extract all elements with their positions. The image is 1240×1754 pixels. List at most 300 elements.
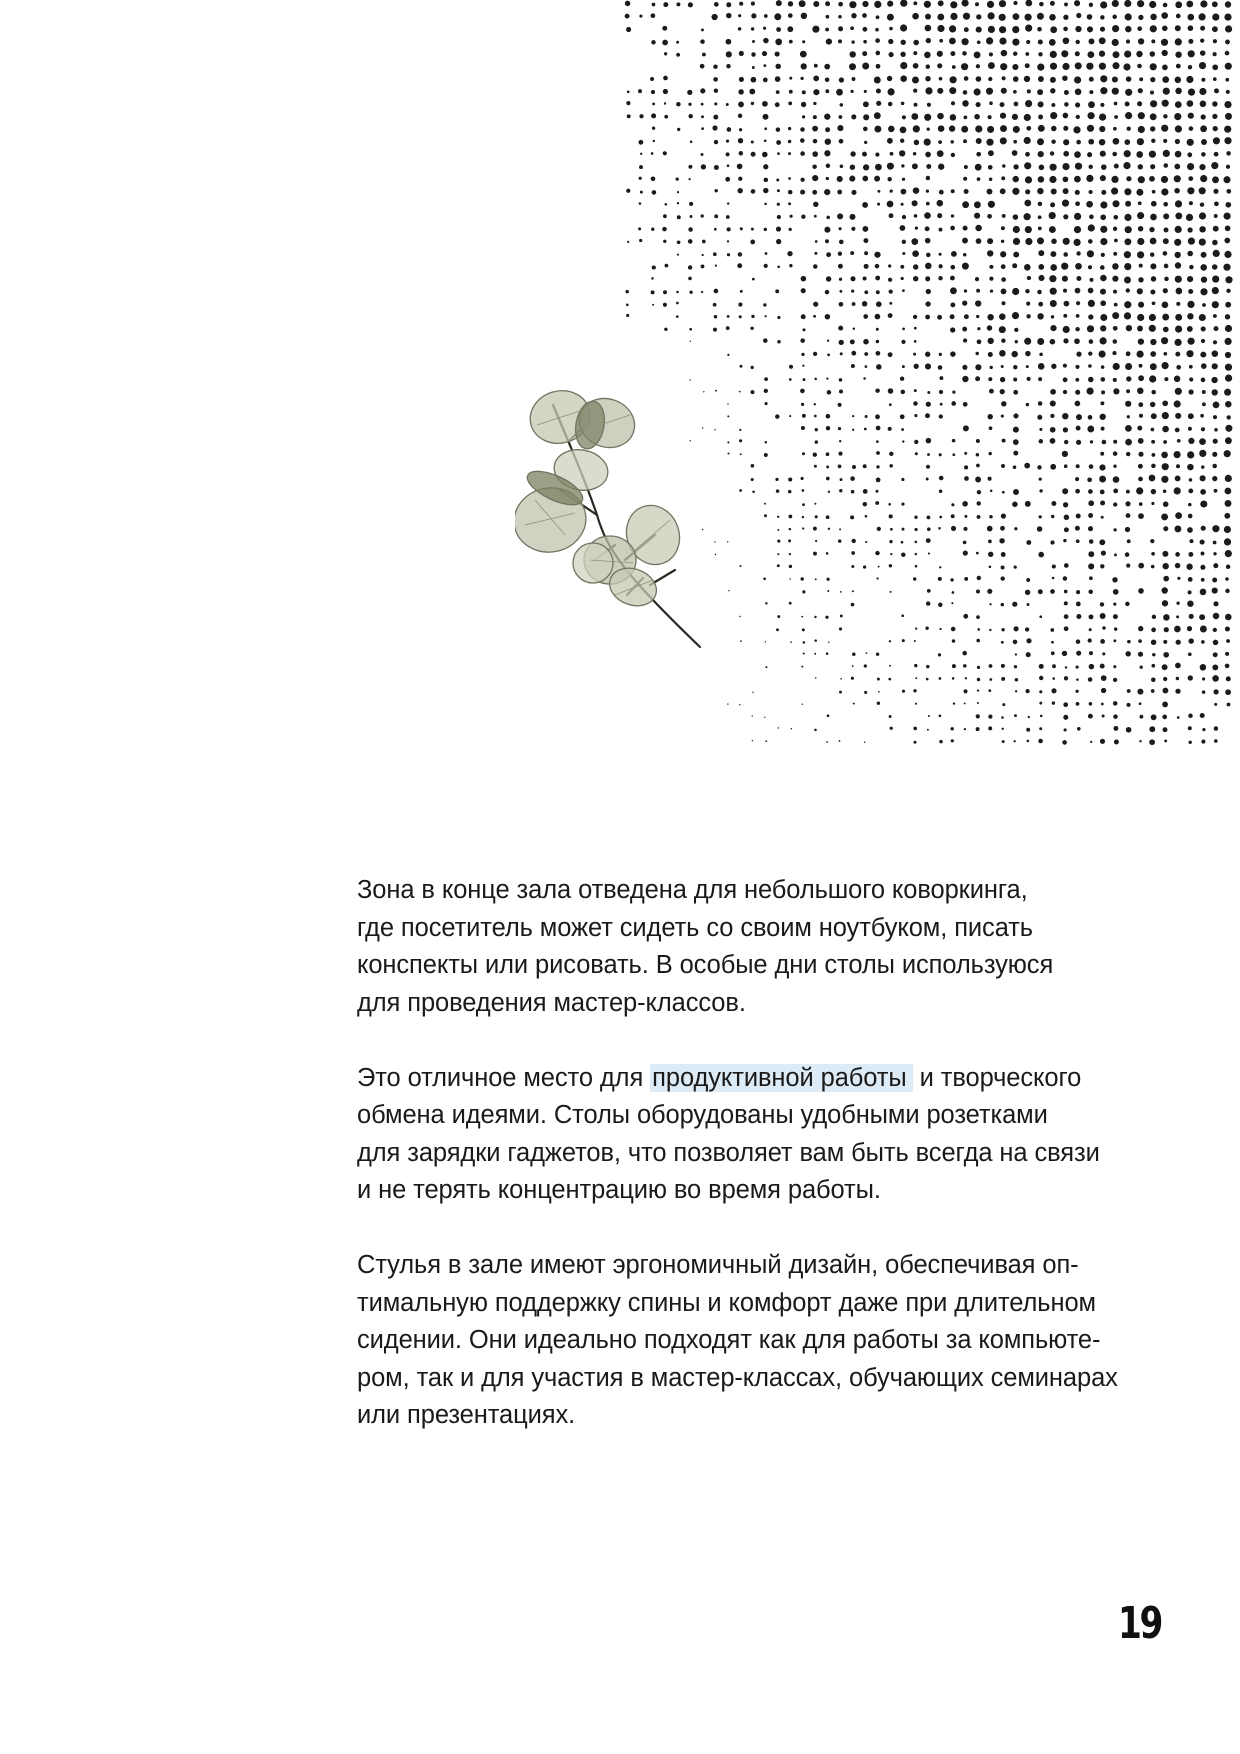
halftone-dot bbox=[640, 191, 643, 194]
halftone-dot bbox=[1088, 51, 1095, 58]
halftone-dot bbox=[1199, 438, 1206, 445]
halftone-dot bbox=[813, 315, 816, 318]
halftone-dot bbox=[727, 403, 728, 404]
halftone-dot bbox=[940, 403, 943, 406]
halftone-dot bbox=[900, 24, 907, 31]
halftone-dot bbox=[1101, 253, 1105, 257]
halftone-dot bbox=[951, 526, 956, 531]
halftone-dot bbox=[988, 689, 991, 692]
halftone-dot bbox=[988, 714, 992, 718]
halftone-dot bbox=[1150, 164, 1155, 169]
halftone-dot bbox=[1076, 639, 1081, 644]
halftone-dot bbox=[1125, 651, 1130, 656]
halftone-dot bbox=[1163, 727, 1168, 732]
halftone-dot bbox=[752, 278, 755, 281]
halftone-dot bbox=[876, 426, 881, 431]
halftone-dot bbox=[1174, 487, 1181, 494]
halftone-dot bbox=[1089, 77, 1094, 82]
halftone-dot bbox=[1223, 264, 1230, 271]
halftone-dot bbox=[737, 263, 742, 268]
halftone-dot bbox=[1200, 414, 1204, 418]
halftone-dot bbox=[1199, 62, 1206, 69]
halftone-dot bbox=[1137, 64, 1142, 69]
halftone-dot bbox=[887, 14, 894, 21]
text-fragment: обмена идеями. Столы оборудованы удобными розетками bbox=[357, 1101, 1048, 1129]
halftone-dot bbox=[1014, 328, 1018, 332]
halftone-dot bbox=[814, 403, 816, 405]
halftone-dot bbox=[901, 428, 904, 431]
halftone-dot bbox=[1174, 400, 1181, 407]
halftone-dot bbox=[826, 741, 828, 743]
halftone-dot bbox=[1075, 477, 1079, 481]
halftone-dot bbox=[802, 414, 806, 418]
halftone-dot bbox=[987, 238, 993, 244]
halftone-dot bbox=[763, 114, 769, 120]
halftone-dot bbox=[1028, 716, 1030, 718]
halftone-dot bbox=[1187, 626, 1192, 631]
halftone-dot bbox=[849, 176, 855, 182]
halftone-dot bbox=[1063, 502, 1068, 507]
halftone-dot bbox=[1100, 639, 1105, 644]
halftone-dot bbox=[1101, 365, 1105, 369]
halftone-dot bbox=[1013, 640, 1018, 645]
halftone-dot bbox=[1188, 25, 1194, 31]
halftone-dot bbox=[1001, 677, 1005, 681]
halftone-dot bbox=[651, 90, 655, 94]
halftone-dot bbox=[1001, 716, 1004, 719]
halftone-dot bbox=[738, 14, 741, 17]
halftone-dot bbox=[862, 202, 868, 208]
halftone-dot bbox=[1113, 614, 1118, 619]
halftone-dot bbox=[977, 702, 979, 704]
text-fragment: Стулья в зале имеют эргономичный дизайн, обеспечивая оп- bbox=[357, 1251, 1079, 1279]
halftone-dot bbox=[887, 177, 891, 181]
halftone-dot bbox=[900, 75, 907, 82]
halftone-dot bbox=[1151, 428, 1155, 432]
halftone-dot bbox=[986, 88, 993, 95]
halftone-dot bbox=[1039, 615, 1042, 618]
halftone-dot bbox=[814, 415, 817, 418]
halftone-dot bbox=[874, 126, 881, 133]
halftone-dot bbox=[976, 76, 982, 82]
halftone-dot bbox=[651, 228, 654, 231]
halftone-dot bbox=[690, 215, 693, 218]
halftone-dot bbox=[999, 350, 1006, 357]
halftone-dot bbox=[727, 240, 729, 242]
halftone-dot bbox=[839, 278, 842, 281]
halftone-dot bbox=[839, 440, 841, 442]
halftone-dot bbox=[1152, 301, 1156, 305]
halftone-dot bbox=[1151, 552, 1155, 556]
halftone-dot bbox=[1100, 87, 1107, 94]
halftone-dot bbox=[1026, 638, 1031, 643]
halftone-dot bbox=[1012, 150, 1018, 156]
halftone-dot bbox=[1025, 238, 1032, 245]
halftone-dot bbox=[738, 114, 742, 118]
halftone-dot bbox=[876, 88, 881, 93]
halftone-dot bbox=[852, 665, 854, 667]
halftone-dot bbox=[1088, 265, 1092, 269]
halftone-dot bbox=[777, 316, 780, 319]
halftone-dot bbox=[1076, 513, 1081, 518]
halftone-dot bbox=[1224, 213, 1231, 220]
halftone-dot bbox=[1201, 740, 1205, 744]
halftone-dot bbox=[1013, 413, 1018, 418]
halftone-dot bbox=[726, 140, 729, 143]
halftone-dot bbox=[964, 452, 967, 455]
halftone-dot bbox=[1187, 227, 1192, 232]
halftone-dot bbox=[851, 351, 856, 356]
halftone-dot bbox=[1089, 90, 1093, 94]
halftone-dot bbox=[650, 77, 654, 81]
halftone-dot bbox=[926, 202, 930, 206]
halftone-dot bbox=[952, 439, 956, 443]
halftone-dot bbox=[1064, 515, 1069, 520]
halftone-dot bbox=[1149, 151, 1156, 158]
halftone-dot bbox=[963, 551, 968, 556]
halftone-dot bbox=[802, 527, 804, 529]
halftone-dot bbox=[1025, 176, 1032, 183]
halftone-dot bbox=[963, 177, 967, 181]
halftone-dot bbox=[889, 302, 892, 305]
halftone-dot bbox=[1013, 214, 1019, 220]
halftone-dot bbox=[1212, 363, 1218, 369]
halftone-dot bbox=[1087, 125, 1094, 132]
halftone-dot bbox=[1151, 464, 1156, 469]
halftone-dot bbox=[900, 225, 906, 231]
halftone-dot bbox=[765, 402, 768, 405]
halftone-dot bbox=[777, 189, 780, 192]
halftone-dot bbox=[1012, 602, 1017, 607]
halftone-dot bbox=[963, 226, 968, 231]
halftone-dot bbox=[862, 176, 868, 182]
halftone-dot bbox=[852, 429, 854, 431]
halftone-dot bbox=[888, 313, 893, 318]
halftone-dot bbox=[924, 139, 931, 146]
halftone-dot bbox=[775, 289, 779, 293]
halftone-dot bbox=[664, 328, 667, 331]
halftone-dot bbox=[902, 639, 905, 642]
halftone-dot bbox=[913, 689, 916, 692]
halftone-dot bbox=[739, 704, 740, 705]
halftone-dot bbox=[815, 540, 817, 542]
halftone-dot bbox=[1025, 52, 1029, 56]
halftone-dot bbox=[1038, 552, 1044, 558]
halftone-dot bbox=[1225, 401, 1232, 408]
halftone-dot bbox=[1026, 540, 1031, 545]
halftone-dot bbox=[1212, 276, 1219, 283]
halftone-dot bbox=[1088, 351, 1092, 355]
halftone-dot bbox=[814, 653, 816, 655]
halftone-dot bbox=[887, 163, 894, 170]
halftone-dot bbox=[789, 565, 792, 568]
halftone-dot bbox=[937, 315, 942, 320]
halftone-dot bbox=[1087, 325, 1094, 332]
halftone-dot bbox=[1213, 401, 1220, 408]
halftone-dot bbox=[651, 113, 656, 118]
halftone-dot bbox=[836, 89, 843, 96]
halftone-dot bbox=[913, 264, 918, 269]
halftone-dot bbox=[939, 740, 943, 744]
halftone-dot bbox=[889, 27, 893, 31]
halftone-dot bbox=[1212, 588, 1218, 594]
halftone-dot bbox=[1151, 139, 1155, 143]
halftone-dot bbox=[1075, 263, 1082, 270]
halftone-dot bbox=[775, 52, 780, 57]
halftone-dot bbox=[677, 215, 681, 219]
halftone-dot bbox=[1161, 188, 1168, 195]
halftone-dot bbox=[740, 227, 743, 230]
halftone-dot bbox=[1026, 578, 1030, 582]
halftone-dot bbox=[1038, 52, 1042, 56]
halftone-dot bbox=[875, 414, 880, 419]
halftone-dot bbox=[937, 113, 944, 120]
halftone-dot bbox=[1199, 614, 1205, 620]
halftone-dot bbox=[1200, 664, 1207, 671]
halftone-dot bbox=[1126, 351, 1131, 356]
halftone-dot bbox=[1201, 526, 1206, 531]
halftone-dot bbox=[727, 541, 728, 542]
halftone-dot bbox=[1076, 702, 1080, 706]
halftone-dot bbox=[1063, 176, 1069, 182]
halftone-dot bbox=[1001, 240, 1004, 243]
halftone-dot bbox=[775, 414, 779, 418]
halftone-dot bbox=[1013, 489, 1019, 495]
halftone-dot bbox=[1201, 152, 1206, 157]
halftone-dot bbox=[1100, 289, 1106, 295]
halftone-dot bbox=[964, 116, 968, 120]
halftone-dot bbox=[1174, 451, 1181, 458]
halftone-dot bbox=[1088, 224, 1095, 231]
halftone-dot bbox=[962, 0, 969, 7]
halftone-dot bbox=[701, 264, 705, 268]
halftone-dot bbox=[1162, 412, 1169, 419]
halftone-dot bbox=[713, 64, 717, 68]
halftone-dot bbox=[824, 227, 830, 233]
halftone-dot bbox=[987, 250, 993, 256]
halftone-dot bbox=[962, 38, 969, 45]
halftone-dot bbox=[925, 76, 930, 81]
halftone-dot bbox=[651, 152, 654, 155]
halftone-dot bbox=[763, 27, 766, 30]
halftone-dot bbox=[1113, 476, 1120, 483]
halftone-dot bbox=[839, 290, 842, 293]
halftone-dot bbox=[1136, 51, 1142, 57]
halftone-dot bbox=[925, 238, 931, 244]
halftone-dot bbox=[1087, 388, 1094, 395]
halftone-dot bbox=[1126, 490, 1130, 494]
halftone-dot bbox=[878, 566, 880, 568]
halftone-dot bbox=[1024, 162, 1031, 169]
halftone-dot bbox=[676, 302, 679, 305]
halftone-dot bbox=[1138, 126, 1145, 133]
halftone-dot bbox=[1027, 89, 1031, 93]
halftone-dot bbox=[1113, 639, 1116, 642]
halftone-dot bbox=[975, 164, 982, 171]
halftone-dot bbox=[1189, 377, 1193, 381]
halftone-dot bbox=[1100, 489, 1105, 494]
halftone-dot bbox=[863, 101, 869, 107]
halftone-dot bbox=[838, 39, 842, 43]
halftone-dot bbox=[889, 403, 892, 406]
halftone-dot bbox=[1224, 101, 1231, 108]
halftone-dot bbox=[1050, 400, 1056, 406]
halftone-dot bbox=[938, 276, 942, 280]
halftone-dot bbox=[913, 1, 917, 5]
halftone-dot bbox=[1138, 176, 1145, 183]
halftone-dot bbox=[1025, 25, 1032, 32]
halftone-dot bbox=[838, 539, 841, 542]
halftone-dot bbox=[1064, 464, 1068, 468]
halftone-dot bbox=[989, 426, 993, 430]
halftone-dot bbox=[1138, 452, 1143, 457]
halftone-dot bbox=[925, 152, 931, 158]
halftone-dot bbox=[1114, 627, 1117, 630]
halftone-dot bbox=[900, 377, 904, 381]
halftone-dot bbox=[639, 177, 642, 180]
halftone-dot bbox=[1088, 677, 1093, 682]
halftone-dot bbox=[1087, 26, 1093, 32]
halftone-dot bbox=[1137, 426, 1142, 431]
halftone-dot bbox=[863, 565, 866, 568]
halftone-dot bbox=[737, 164, 743, 170]
halftone-dot bbox=[1225, 550, 1232, 557]
halftone-dot bbox=[939, 490, 943, 494]
halftone-dot bbox=[926, 678, 929, 681]
halftone-dot bbox=[1063, 377, 1068, 382]
halftone-dot bbox=[1100, 739, 1105, 744]
halftone-dot bbox=[1064, 440, 1068, 444]
halftone-dot bbox=[925, 363, 931, 369]
halftone-dot bbox=[1225, 338, 1232, 345]
halftone-dot bbox=[951, 214, 954, 217]
halftone-dot bbox=[915, 452, 918, 455]
halftone-dot bbox=[1024, 114, 1031, 121]
halftone-dot bbox=[1001, 301, 1005, 305]
halftone-dot bbox=[764, 203, 767, 206]
halftone-dot bbox=[865, 415, 868, 418]
halftone-dot bbox=[802, 365, 804, 367]
halftone-dot bbox=[1151, 664, 1155, 668]
halftone-dot bbox=[775, 39, 782, 46]
halftone-dot bbox=[1000, 526, 1005, 531]
halftone-dot bbox=[889, 213, 894, 218]
halftone-dot bbox=[1176, 288, 1183, 295]
halftone-dot bbox=[838, 2, 843, 7]
halftone-dot bbox=[1188, 427, 1192, 431]
halftone-dot bbox=[1050, 628, 1054, 632]
halftone-dot bbox=[989, 603, 991, 605]
halftone-dot bbox=[1025, 501, 1031, 507]
halftone-dot bbox=[801, 215, 805, 219]
halftone-dot bbox=[912, 200, 918, 206]
halftone-dot bbox=[1037, 138, 1044, 145]
halftone-dot bbox=[1202, 303, 1206, 307]
halftone-dot bbox=[915, 528, 918, 531]
halftone-dot bbox=[1213, 77, 1217, 81]
halftone-dot bbox=[1088, 165, 1092, 169]
halftone-dot bbox=[988, 77, 992, 81]
halftone-dot bbox=[715, 390, 717, 392]
halftone-dot bbox=[1224, 513, 1230, 519]
halftone-dot bbox=[1076, 314, 1080, 318]
halftone-dot bbox=[976, 552, 979, 555]
halftone-dot bbox=[626, 101, 630, 105]
halftone-dot bbox=[928, 553, 930, 555]
halftone-dot bbox=[989, 52, 993, 56]
halftone-dot bbox=[802, 452, 805, 455]
halftone-dot bbox=[850, 164, 855, 169]
halftone-dot bbox=[1213, 552, 1216, 555]
halftone-dot bbox=[914, 340, 917, 343]
halftone-dot bbox=[1075, 201, 1080, 206]
halftone-dot bbox=[1225, 577, 1229, 581]
halftone-dot bbox=[800, 127, 805, 132]
halftone-dot bbox=[1187, 152, 1192, 157]
halftone-dot bbox=[1013, 451, 1018, 456]
halftone-dot bbox=[826, 252, 831, 257]
halftone-dot bbox=[1014, 565, 1017, 568]
halftone-dot bbox=[639, 202, 642, 205]
text-line bbox=[357, 910, 1177, 948]
halftone-dot bbox=[925, 14, 931, 20]
halftone-dot bbox=[1174, 113, 1181, 120]
halftone-dot bbox=[677, 240, 681, 244]
halftone-dot bbox=[1177, 716, 1180, 719]
halftone-dot bbox=[1175, 252, 1181, 258]
halftone-dot bbox=[1138, 402, 1143, 407]
halftone-dot bbox=[951, 627, 956, 632]
halftone-dot bbox=[1113, 363, 1120, 370]
halftone-dot bbox=[1175, 475, 1181, 481]
halftone-dot bbox=[787, 26, 793, 32]
halftone-dot bbox=[827, 390, 832, 395]
halftone-dot bbox=[987, 414, 992, 419]
halftone-dot bbox=[801, 477, 804, 480]
halftone-dot bbox=[1049, 212, 1056, 219]
halftone-dot bbox=[1100, 175, 1106, 181]
halftone-dot bbox=[1075, 365, 1079, 369]
halftone-dot bbox=[964, 728, 966, 730]
text-line bbox=[357, 947, 1177, 985]
halftone-dot bbox=[714, 189, 717, 192]
halftone-dot bbox=[827, 590, 829, 592]
halftone-dot bbox=[1188, 238, 1195, 245]
halftone-dot bbox=[1064, 2, 1068, 6]
halftone-dot bbox=[1152, 615, 1156, 619]
halftone-dot bbox=[901, 164, 904, 167]
halftone-dot bbox=[874, 77, 881, 84]
halftone-dot bbox=[852, 652, 855, 655]
halftone-dot bbox=[1100, 27, 1105, 32]
halftone-dot bbox=[1175, 101, 1182, 108]
halftone-dot bbox=[901, 503, 904, 506]
halftone-dot bbox=[688, 227, 693, 232]
halftone-dot bbox=[1225, 652, 1229, 656]
halftone-dot bbox=[938, 264, 942, 268]
halftone-dot bbox=[915, 565, 918, 568]
halftone-dot bbox=[902, 690, 905, 693]
halftone-dot bbox=[653, 140, 655, 142]
halftone-dot bbox=[1037, 415, 1042, 420]
halftone-dot bbox=[788, 152, 791, 155]
halftone-dot bbox=[776, 127, 781, 132]
halftone-dot bbox=[962, 263, 969, 270]
halftone-dot bbox=[888, 427, 892, 431]
halftone-dot bbox=[887, 138, 893, 144]
halftone-dot bbox=[1038, 101, 1044, 107]
halftone-dot bbox=[840, 103, 844, 107]
